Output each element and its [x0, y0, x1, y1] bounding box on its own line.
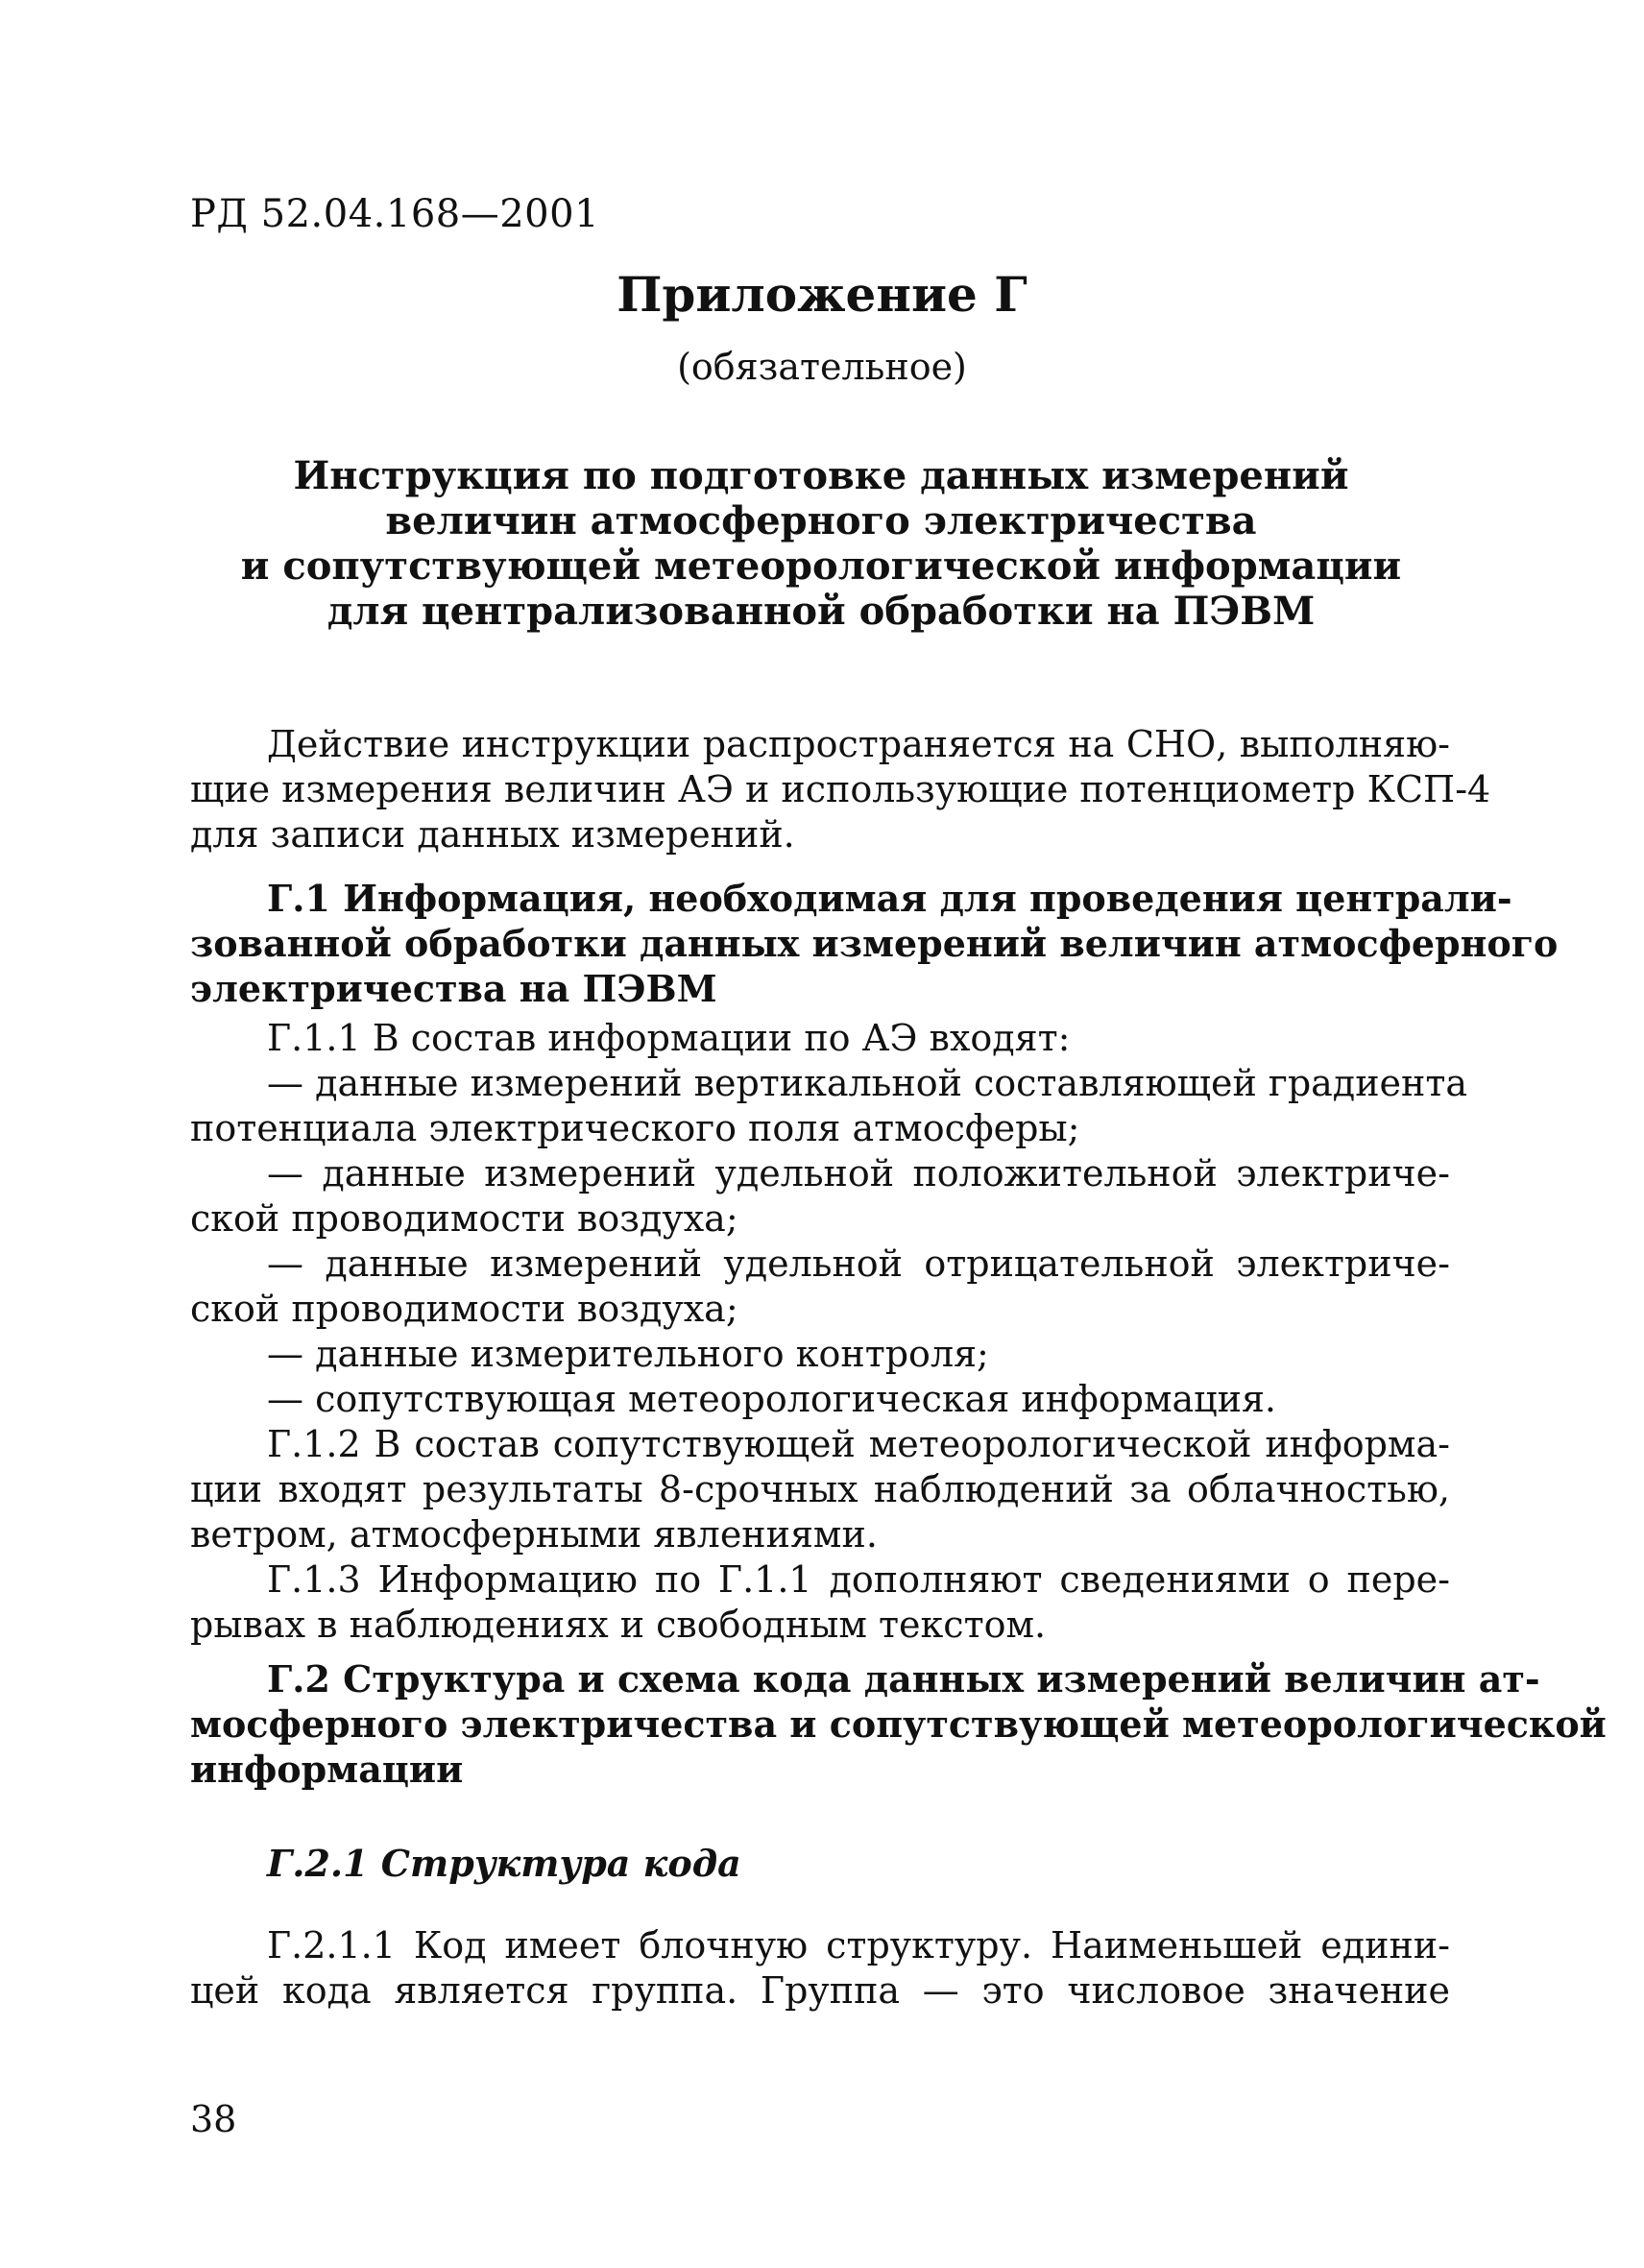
heading-line: информации [190, 1748, 464, 1791]
text-line: щие измерения величин АЭ и использующие потенциометр КСП-4 [190, 768, 1491, 810]
text-line: рывах в наблюдениях и свободным текстом. [190, 1604, 1047, 1646]
text-line: потенциала электрического поля атмосферы; [190, 1107, 1080, 1149]
text-line: — сопутствующая метеорологическая информация. [267, 1378, 1276, 1420]
text-line: Г.2.1.1 Код имеет блочную структуру. Наименьшей едини- [267, 1924, 1450, 1966]
text-line: — данные измерений удельной отрицательной электриче- [267, 1243, 1450, 1285]
heading-line: Г.2 Структура и схема кода данных измерений величин ат- [267, 1657, 1540, 1701]
text-line: цей кода является группа. Группа — это числовое значение [190, 1969, 1450, 2012]
appendix-title: Приложение Г [616, 266, 1028, 323]
title-line: для централизованной обработки на ПЭВМ [326, 589, 1316, 634]
section-g21-subheading [190, 1841, 1450, 1886]
section-g2-body [190, 1923, 1450, 2014]
heading-line: электричества на ПЭВМ [190, 967, 717, 1010]
text-line: для записи данных измерений. [190, 813, 795, 856]
title-line: величин атмосферного электричества [385, 498, 1257, 543]
instruction-title [240, 453, 1402, 634]
section-g1-body [190, 1016, 1468, 1648]
text-line: Г.1.3 Информацию по Г.1.1 дополняют сведениями о пере- [267, 1558, 1450, 1601]
text-line: — данные измерительного контроля; [267, 1333, 989, 1375]
heading-line: зованной обработки данных измерений величин атмосферного [190, 922, 1559, 965]
appendix-status: (обязательное) [677, 346, 967, 388]
text-line: — данные измерений удельной положительной электриче- [267, 1152, 1450, 1194]
intro-paragraph [190, 722, 1491, 857]
title-line: Инструкция по подготовке данных измерений [293, 453, 1349, 498]
document-code: РД 52.04.168—2001 [190, 192, 600, 236]
subheading-line: Г.2.1 Структура кода [267, 1842, 741, 1885]
text-line: Действие инструкции распространяется на СНО, выполняю- [267, 723, 1450, 765]
text-line: Г.1.2 В состав сопутствующей метеорологической информа- [267, 1423, 1450, 1465]
heading-line: Г.1 Информация, необходимая для проведения централи- [267, 877, 1512, 920]
section-g2-heading [190, 1656, 1607, 1792]
section-g1-heading [190, 876, 1559, 1011]
text-line: — данные измерений вертикальной составляющей градиента [267, 1062, 1468, 1104]
heading-line: мосферного электричества и сопутствующей метеорологической [190, 1702, 1607, 1746]
text-line: ской проводимости воздуха; [190, 1288, 738, 1330]
text-line: ветром, атмосферными явлениями. [190, 1513, 878, 1556]
text-line: ской проводимости воздуха; [190, 1197, 738, 1240]
text-line: ции входят результаты 8-срочных наблюдений за облачностью, [190, 1468, 1450, 1510]
text-line: Г.1.1 В состав информации по АЭ входят: [267, 1017, 1071, 1059]
page-number: 38 [190, 2098, 237, 2140]
title-line: и сопутствующей метеорологической информации [240, 543, 1402, 589]
